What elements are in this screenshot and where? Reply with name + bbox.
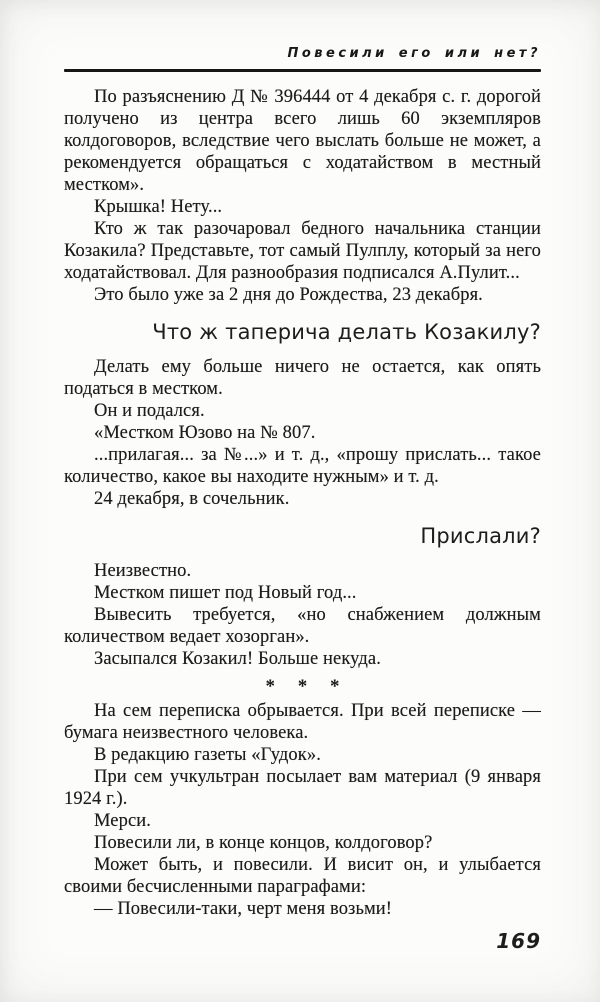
page-number: 169 [496,929,541,953]
paragraph: ...прилагая... за №...» и т. д., «прошу прислать... такое количество, какое вы находите нужным» и т. д. [64,445,541,487]
paragraph: Кто ж так разочаровал бедного начальника станции Козакила? Представьте, тот самый Пулплу, который за него ходатайствовал. Для разнообразия подписался А.Пулит... [64,219,541,283]
paragraph: Повесили ли, в конце концов, колдоговор? [94,833,433,853]
paragraph: Может быть, и повесили. И висит он, и улыбается своими бесчисленными параграфами: [64,855,541,897]
paragraph: На сем переписка обрывается. При всей переписке — бумага неизвестного человека. [64,701,541,743]
running-head: Повесили его или нет? [287,46,541,61]
paragraph: Местком пишет под Новый год... [94,583,357,603]
paragraph: Крышка! Нету... [94,197,223,217]
paragraph: Он и подался. [94,401,205,421]
paragraph: Это было уже за 2 дня до Рождества, 23 декабря. [94,285,483,305]
paragraph: Засыпался Козакил! Больше некуда. [94,649,381,669]
paragraph: По разъяснению Д № 396444 от 4 декабря с. г. дорогой получено из центра всего лишь 60 экземпляров колдоговоров, вследствие чего выслать больше не может, а рекомендуется обращаться с ходатайством в местный местком». [64,87,541,195]
header-rule [64,69,541,72]
asterisk-separator: * * * [265,676,349,697]
section-heading-prislali: Прислали? [420,524,541,548]
paragraph: При сем учкультран посылает вам материал (9 января 1924 г.). [64,767,541,809]
paragraph: 24 декабря, в сочельник. [94,489,290,509]
page-header [64,46,541,72]
paragraph: В редакцию газеты «Гудок». [94,745,321,765]
paragraph: Делать ему больше ничего не остается, как опять податься в местком. [64,357,541,399]
paragraph: «Местком Юзово на № 807. [94,423,316,443]
section-heading-taperich: Что ж таперича делать Козакилу? [152,320,541,344]
paragraph: Мерси. [94,811,152,831]
paragraph: Вывесить требуется, «но снабжением должным количеством ведает хозорган». [64,605,541,647]
paragraph: — Повесили-таки, черт меня возьми! [94,899,393,919]
page-body [64,86,541,953]
paragraph: Неизвестно. [94,561,192,581]
